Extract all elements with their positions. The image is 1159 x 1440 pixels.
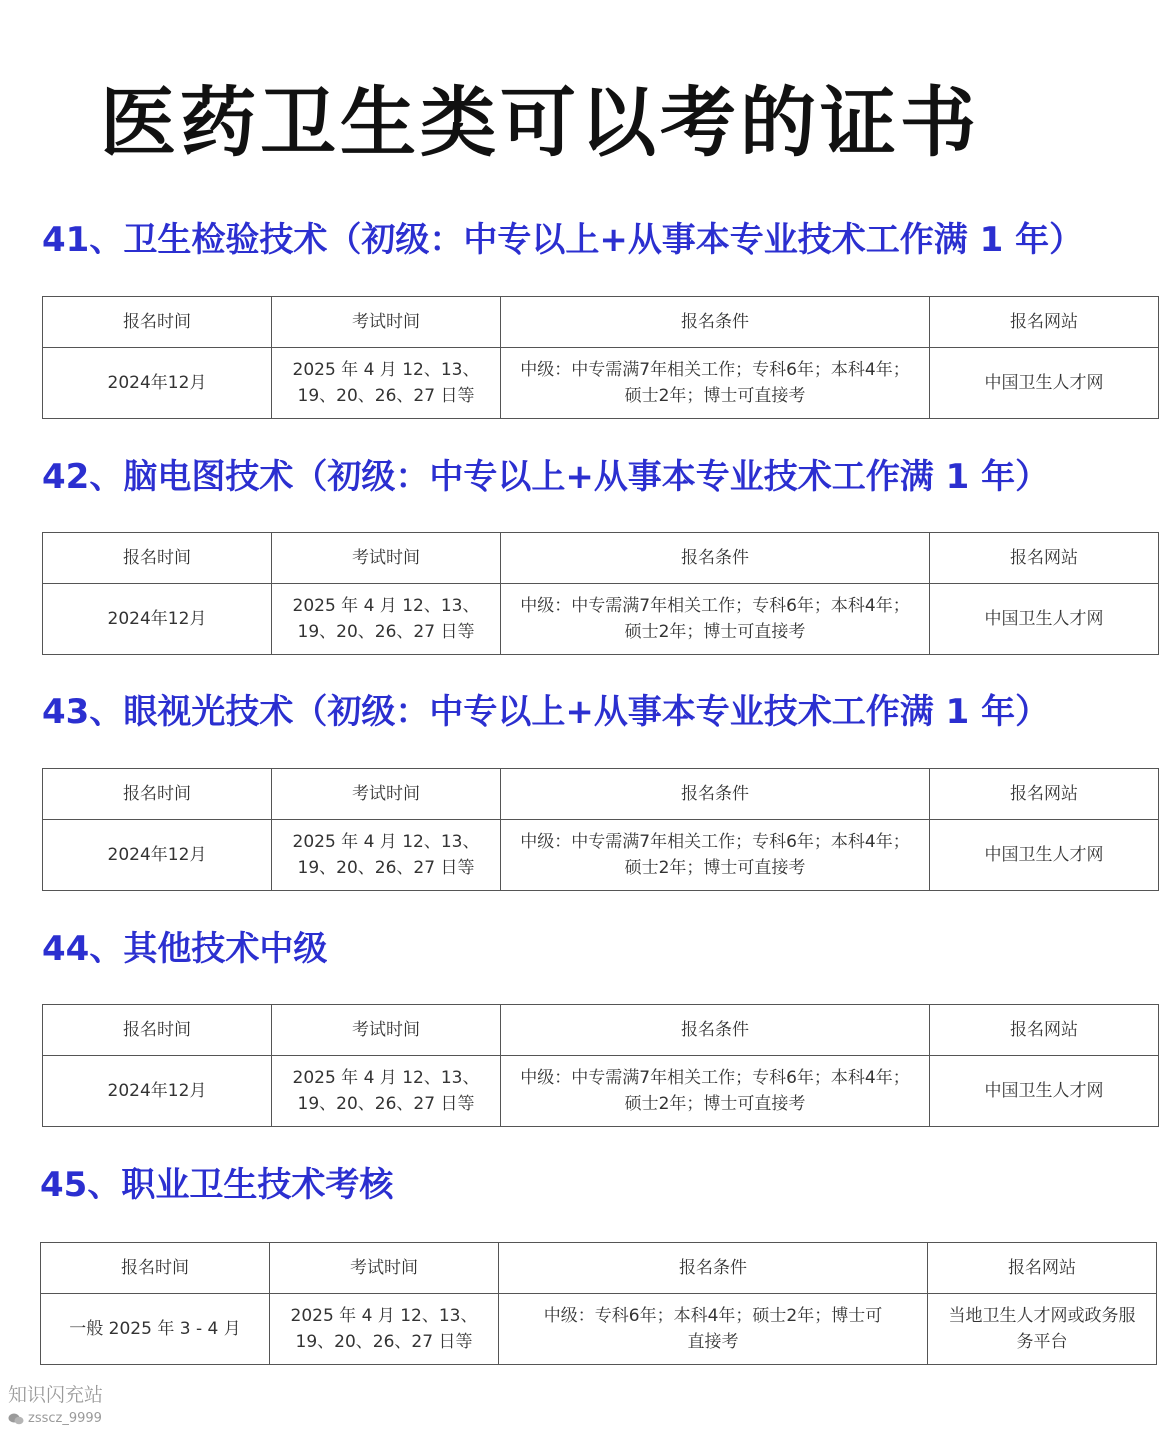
cell-condition: 中级：中专需满7年相关工作；专科6年；本科4年；硕士2年；博士可直接考 [501, 348, 930, 419]
section-heading: 42、脑电图技术（初级：中专以上+从事本专业技术工作满 1 年） [42, 457, 1050, 497]
cell-condition: 中级：中专需满7年相关工作；专科6年；本科4年；硕士2年；博士可直接考 [501, 584, 930, 655]
table-row [41, 1294, 1157, 1365]
cell-condition: 中级：专科6年；本科4年；硕士2年；博士可直接考 [499, 1294, 928, 1365]
header-condition: 报名条件 [501, 769, 930, 820]
cell-exam-time: 2025 年 4 月 12、13、19、20、26、27 日等 [272, 348, 501, 419]
cell-reg-time: 2024年12月 [43, 820, 272, 891]
section-42 [42, 455, 1104, 642]
table-row [43, 1056, 1159, 1127]
cell-condition: 中级：中专需满7年相关工作；专科6年；本科4年；硕士2年；博士可直接考 [501, 1056, 930, 1127]
header-site: 报名网站 [928, 1243, 1157, 1294]
info-table [40, 1242, 1157, 1365]
cell-condition: 中级：中专需满7年相关工作；专科6年；本科4年；硕士2年；博士可直接考 [501, 820, 930, 891]
cell-reg-time: 2024年12月 [43, 348, 272, 419]
section-43 [42, 690, 1104, 878]
section-heading: 45、职业卫生技术考核 [40, 1165, 394, 1205]
header-reg-time: 报名时间 [41, 1243, 270, 1294]
header-condition: 报名条件 [501, 533, 930, 584]
watermark-id: zsscz_9999 [28, 1411, 102, 1426]
table-row [43, 820, 1159, 891]
header-condition: 报名条件 [499, 1243, 928, 1294]
section-heading: 41、卫生检验技术（初级：中专以上+从事本专业技术工作满 1 年） [42, 220, 1084, 260]
watermark-account [8, 1411, 103, 1426]
header-reg-time: 报名时间 [43, 533, 272, 584]
cell-site: 中国卫生人才网 [930, 348, 1159, 419]
header-reg-time: 报名时间 [43, 769, 272, 820]
section-44 [42, 927, 1104, 1114]
header-site: 报名网站 [930, 533, 1159, 584]
page-title: 医药卫生类可以考的证书 [100, 78, 980, 167]
watermark-name: 知识闪充站 [8, 1384, 104, 1406]
section-45 [40, 1163, 1136, 1352]
cell-reg-time: 2024年12月 [43, 1056, 272, 1127]
header-exam-time: 考试时间 [272, 1005, 501, 1056]
header-exam-time: 考试时间 [270, 1243, 499, 1294]
header-site: 报名网站 [930, 769, 1159, 820]
section-41 [42, 218, 1104, 406]
cell-site: 中国卫生人才网 [930, 820, 1159, 891]
header-site: 报名网站 [930, 1005, 1159, 1056]
info-table [42, 1004, 1159, 1127]
info-table [42, 768, 1159, 891]
header-exam-time: 考试时间 [272, 533, 501, 584]
info-table [42, 296, 1159, 419]
table-header-row [43, 1005, 1159, 1056]
table-row [43, 584, 1159, 655]
header-site: 报名网站 [930, 297, 1159, 348]
cell-site: 中国卫生人才网 [930, 1056, 1159, 1127]
cell-site: 中国卫生人才网 [930, 584, 1159, 655]
table-header-row [43, 297, 1159, 348]
cell-exam-time: 2025 年 4 月 12、13、19、20、26、27 日等 [272, 584, 501, 655]
header-exam-time: 考试时间 [272, 769, 501, 820]
header-reg-time: 报名时间 [43, 1005, 272, 1056]
info-table [42, 532, 1159, 655]
section-heading: 43、眼视光技术（初级：中专以上+从事本专业技术工作满 1 年） [42, 692, 1050, 732]
cell-site: 当地卫生人才网或政务服务平台 [928, 1294, 1157, 1365]
table-header-row [41, 1243, 1157, 1294]
cell-exam-time: 2025 年 4 月 12、13、19、20、26、27 日等 [272, 820, 501, 891]
cell-exam-time: 2025 年 4 月 12、13、19、20、26、27 日等 [270, 1294, 499, 1365]
table-header-row [43, 769, 1159, 820]
watermark [8, 1380, 103, 1426]
cell-reg-time: 一般 2025 年 3 - 4 月 [41, 1294, 270, 1365]
wechat-icon [8, 1413, 24, 1425]
cell-exam-time: 2025 年 4 月 12、13、19、20、26、27 日等 [272, 1056, 501, 1127]
header-reg-time: 报名时间 [43, 297, 272, 348]
table-row [43, 348, 1159, 419]
header-exam-time: 考试时间 [272, 297, 501, 348]
section-heading: 44、其他技术中级 [42, 929, 328, 969]
header-condition: 报名条件 [501, 297, 930, 348]
header-condition: 报名条件 [501, 1005, 930, 1056]
cell-reg-time: 2024年12月 [43, 584, 272, 655]
table-header-row [43, 533, 1159, 584]
